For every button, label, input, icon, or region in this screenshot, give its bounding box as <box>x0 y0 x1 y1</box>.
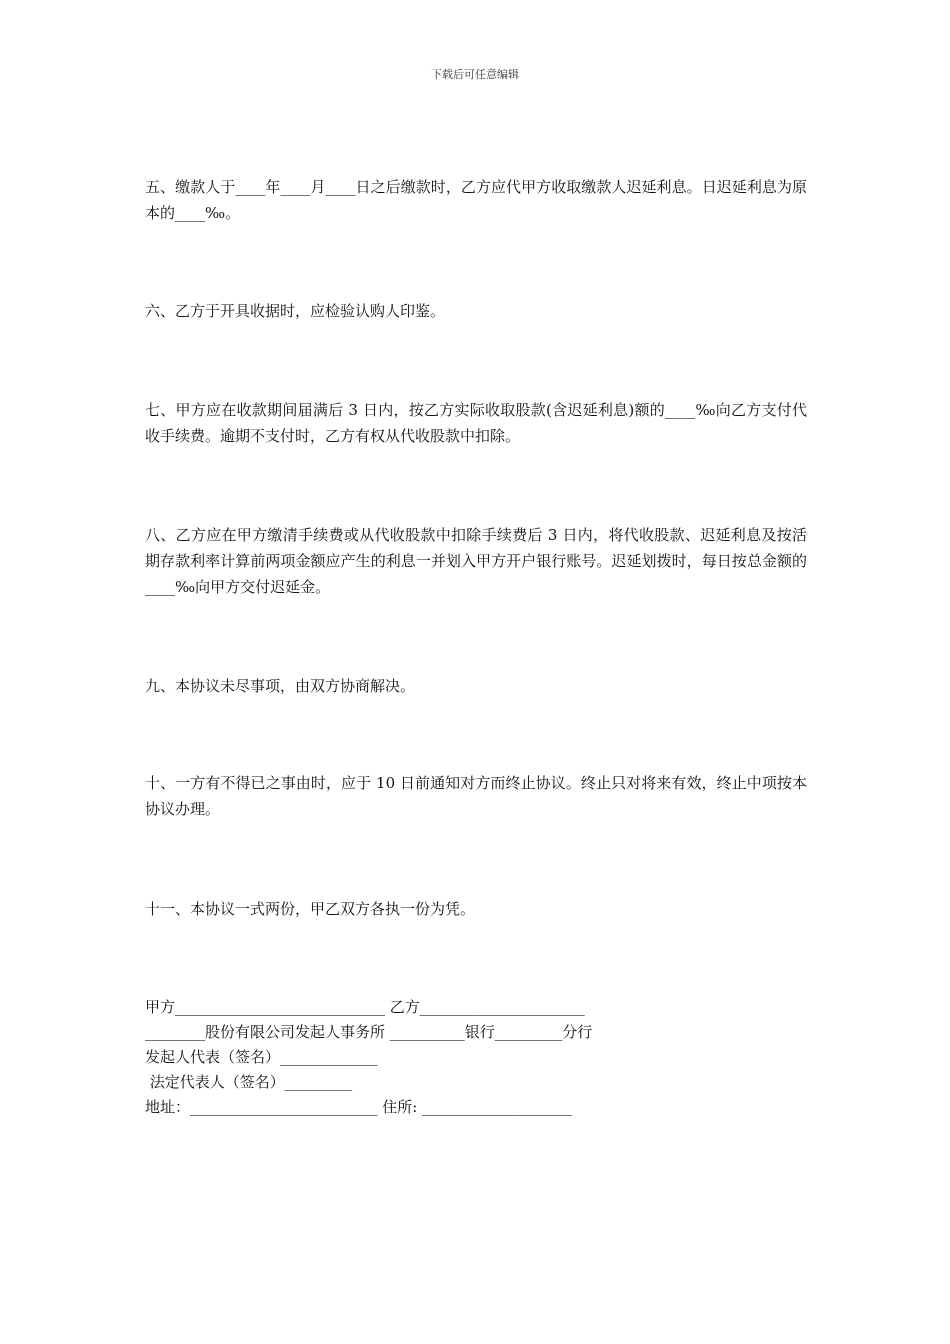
clause-9: 九、本协议未尽事项，由双方协商解决。 <box>145 677 416 695</box>
clause-7: 七、甲方应在收款期间届满后 3 日内，按乙方实际收取股款(含迟延利息)额的____‰向乙方支付代收手续费。逾期不支付时，乙方有权从代收股款中扣除。 <box>145 401 807 445</box>
signature-party-line: 甲方____________________________ 乙方______________________ <box>145 998 585 1016</box>
clause-5: 五、缴款人于____年____月____日之后缴款时，乙方应代甲方收取缴款人迟延利息。日迟延利息为原本的____‰。 <box>145 178 807 222</box>
clause-8: 八、乙方应在甲方缴清手续费或从代收股款中扣除手续费后 3 日内，将代收股款、迟延利息及按活期存款利率计算前两项金额应产生的利息一并划入甲方开户银行账号。迟延划拨时，每日按总金额的____‰向甲方交付迟延金。 <box>145 526 807 596</box>
clause-10: 十、一方有不得已之事由时，应于 10 日前通知对方而终止协议。终止只对将来有效，终止中项按本协议办理。 <box>145 774 807 818</box>
signature-company-line: ________股份有限公司发起人事务所 __________银行_________分行 <box>145 1023 593 1041</box>
signature-legal-rep-line: 法定代表人（签名）_________ <box>145 1073 353 1091</box>
clause-6: 六、乙方于开具收据时，应检验认购人印鉴。 <box>145 302 446 320</box>
signature-address-line: 地址：_________________________ 住所: ____________________ <box>145 1098 573 1116</box>
page-header: 下载后可任意编辑 <box>431 68 519 81</box>
clause-11: 十一、本协议一式两份，甲乙双方各执一份为凭。 <box>145 900 476 918</box>
signature-promoter-rep-line: 发起人代表（签名）_____________ <box>145 1048 378 1066</box>
